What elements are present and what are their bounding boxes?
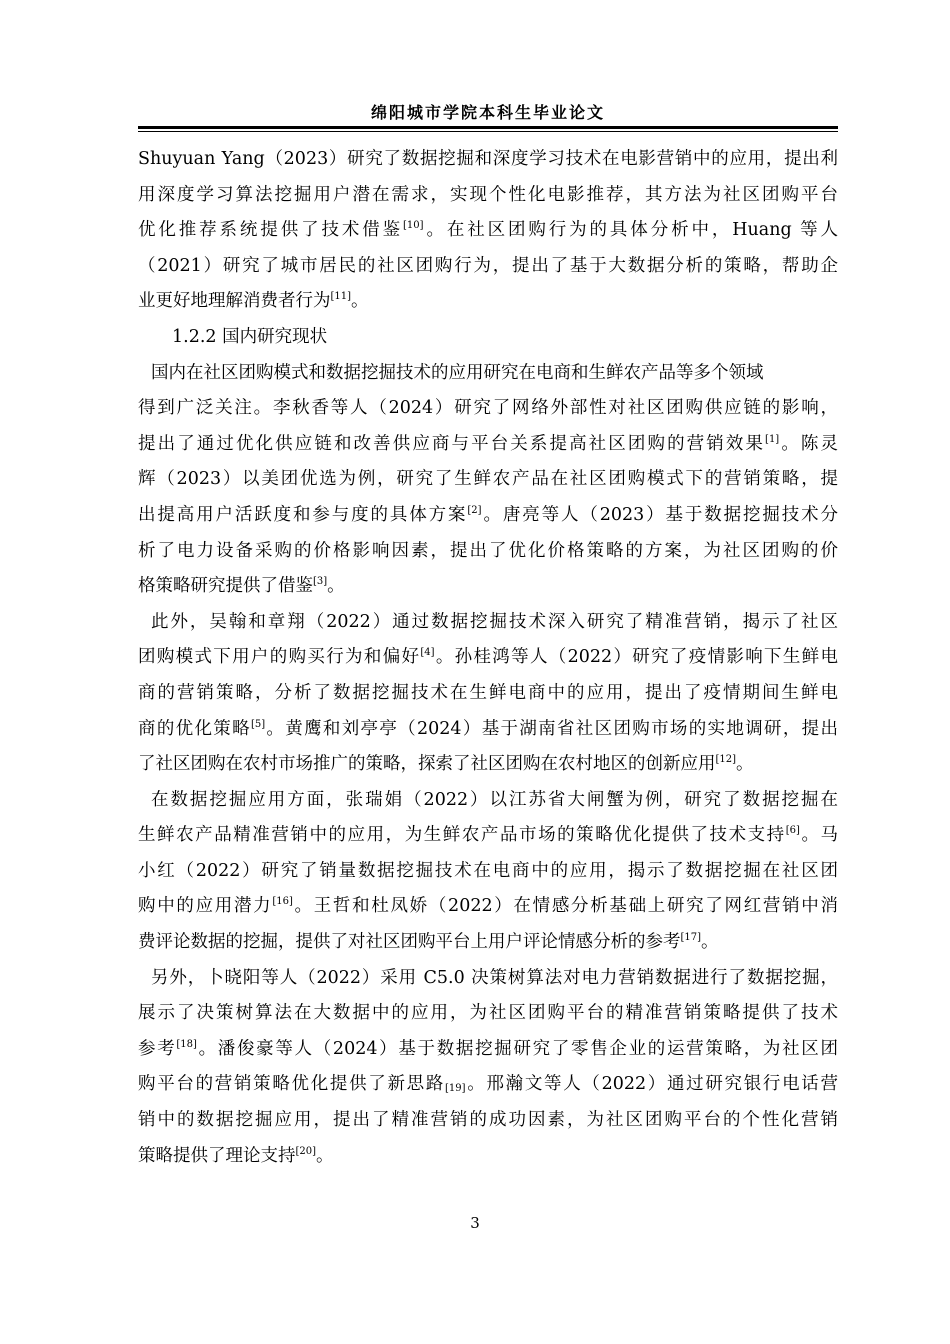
text-line: 在数据挖掘应用方面，张瑞娟（2022）以江苏省大闸蟹为例，研究了数据挖掘在 [151, 789, 838, 810]
text-line: 费评论数据的挖掘，提供了对社区团购平台上用户评论情感分析的参考[17]。 [138, 932, 719, 953]
text-line: 生鲜农产品精准营销中的应用，为生鲜农产品市场的策略优化提供了技术支持[6]。马 [138, 825, 839, 846]
text-line: 参考[18]。潘俊豪等人（2024）基于数据挖掘研究了零售企业的运营策略，为社区团 [138, 1038, 838, 1059]
citation: [1] [765, 433, 780, 445]
citation: [16] [272, 896, 293, 908]
section-heading: 1.2.2 国内研究现状 [172, 326, 328, 347]
citation: [3] [313, 576, 328, 588]
citation: [6] [785, 825, 800, 837]
citation: [17] [680, 932, 702, 944]
text-line: （2021）研究了城市居民的社区团购行为，提出了基于大数据分析的策略，帮助企 [138, 255, 838, 276]
header-rule-thick [138, 126, 838, 129]
text-line: 了社区团购在农村市场推广的策略，探索了社区团购在农村地区的创新应用[12]。 [138, 754, 754, 775]
text-line: 策略提供了理论支持[20]。 [138, 1145, 334, 1166]
body-text [138, 142, 838, 1174]
citation: [12] [715, 754, 737, 766]
page-number: 3 [470, 1214, 480, 1232]
citation: [5] [250, 718, 266, 730]
citation: [11] [330, 291, 352, 303]
citation: [2] [467, 504, 482, 516]
text-line: 得到广泛关注。李秋香等人（2024）研究了网络外部性对社区团购供应链的影响， [138, 398, 838, 419]
text-line: 小红（2022）研究了销量数据挖掘技术在电商中的应用，揭示了数据挖掘在社区团 [138, 860, 838, 881]
text-line: 销中的数据挖掘应用，提出了精准营销的成功因素，为社区团购平台的个性化营销 [138, 1110, 838, 1131]
text-line: 商的优化策略[5]。黄鹰和刘亭亭（2024）基于湖南省社区团购市场的实地调研，提出 [138, 718, 838, 739]
text-line: 出提高用户活跃度和参与度的具体方案[2]。唐亮等人（2023）基于数据挖掘技术分 [138, 504, 838, 525]
citation: [18] [176, 1038, 197, 1050]
citation: [10] [403, 220, 424, 232]
citation: [4] [420, 647, 435, 659]
text-line: 团购模式下用户的购买行为和偏好[4]。孙桂鸿等人（2022）研究了疫情影响下生鲜电 [138, 647, 838, 668]
text-line: 商的营销策略，分析了数据挖掘技术在生鲜电商中的应用，提出了疫情期间生鲜电 [138, 682, 838, 703]
header-title: 绵阳城市学院本科生毕业论文 [370, 103, 605, 122]
text-line: 辉（2023）以美团优选为例，研究了生鲜农产品在社区团购模式下的营销策略，提 [138, 469, 838, 490]
text-line: 展示了决策树算法在大数据中的应用，为社区团购平台的精准营销策略提供了技术 [138, 1003, 838, 1024]
text-line: 国内在社区团购模式和数据挖掘技术的应用研究在电商和生鲜农产品等多个领域 [151, 362, 764, 383]
text-line: Shuyuan Yang（2023）研究了数据挖掘和深度学习技术在电影营销中的应用，提出利 [138, 149, 838, 169]
text-line: 用深度学习算法挖掘用户潜在需求，实现个性化电影推荐，其方法为社区团购平台 [138, 184, 838, 205]
text-line: 此外，吴翰和章翔（2022）通过数据挖掘技术深入研究了精准营销，揭示了社区 [151, 611, 838, 632]
text-line: 另外，卜晓阳等人（2022）采用 C5.0 决策树算法对电力营销数据进行了数据挖掘， [151, 967, 838, 988]
text-line: 提出了通过优化供应链和改善供应商与平台关系提高社区团购的营销效果[1]。陈灵 [138, 433, 839, 454]
text-line: 购中的应用潜力[16]。王哲和杜凤娇（2022）在情感分析基础上研究了网红营销中消 [138, 896, 838, 917]
header-rule-thin [138, 131, 838, 132]
citation: [19] [445, 1083, 466, 1095]
text-line: 格策略研究提供了借鉴[3]。 [138, 576, 345, 597]
text-line: 析了电力设备采购的价格影响因素，提出了优化价格策略的方案，为社区团购的价 [138, 540, 838, 561]
citation: [20] [295, 1145, 317, 1157]
text-line: 业更好地理解消费者行为[11]。 [138, 291, 369, 312]
text-line: 购平台的营销策略优化提供了新思路[19]。邢瀚文等人（2022）通过研究银行电话营 [138, 1074, 838, 1095]
text-line: 优化推荐系统提供了技术借鉴[10]。在社区团购行为的具体分析中，Huang 等人 [138, 220, 839, 241]
